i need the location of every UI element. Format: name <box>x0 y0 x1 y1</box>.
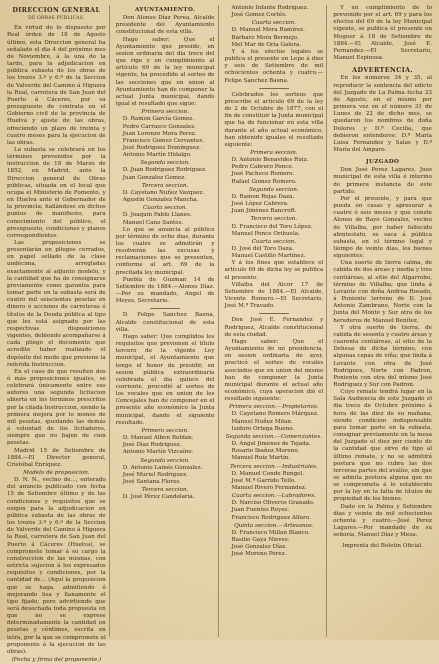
paragraph: Y á los fines que establece el artículo 69 de dicha ley se publica el presente. <box>224 260 324 281</box>
name-item: José López Cabrera. <box>231 201 289 208</box>
name-item: Juan Lorenzo Mora Perez. <box>122 130 197 137</box>
paragraph: Una suerte de tierra calma, de cabida de dos áreas y media y tres centiáreas, al sitio del Algarrobo, término de Villalba; que linda á Levante con doña Andrea Rosado, á Poniente terreno de D. José Antonio Zambrano, Norte con la Junta del Monte y Sur otra de los herederos de Manuel Benítez. <box>333 260 432 324</box>
paragraph: Hago saber: Que el Ayuntamiento de mi presidencia, en sesion ordinaria de ayer, practicó el sorteo de vocales asociados que en union del mismo han de componer la Junta municipal durante el actual año económico, cuya operacion dió el resultado siguiente: <box>224 338 324 403</box>
paragraph: Hago saber: Que cumplidos los requisitos que previenen el título tercero de la vigente Ley municipal, el Ayuntamiento que tengo el honor de presidir, en sesion pública extraordinaria celebrada el dia quince del corriente, procedió al sorteo de los vocales que en union de los Concejales han de componer en el presente año económico la Junta municipal, dando el siguiente resultado. <box>115 333 215 426</box>
section-heading: AYUNTAMIENTO. <box>134 7 196 13</box>
paragraph: Don Alonso Díaz Perea, Alcalde presidente del Ayuntamiento constitucional de esta villa. <box>115 15 215 36</box>
name-item: Manuel Ruiz Martín. <box>231 455 291 462</box>
name-item: Manuel Cano Santos. <box>122 219 184 226</box>
name-item: D. Ramon Rojas Daza. <box>231 193 295 200</box>
paragraph: Hago saber: Que el Ayuntamiento que preside, en sesion ordinaria del dia trece del que rige y en cumplimiento al artículo 69 de la ley municipal vigente, ha procedido al sorteo de las secciones que en union al Ayuntamiento han de componer la actual Junta municipal, dando igual el resultado que sigue: <box>115 36 215 108</box>
divider <box>259 313 289 314</box>
paragraph: Las proposiciones se presentarán en pliegos cerrados, en papel sellado de la clase undécima, arregladas exactamente al adjunto modelo, y la cantidad que ha de consignarse previamente como garantía para tomar parte en la subasta será de cuatro mil seiscientas pesetas en dinero ó acciones de carreteras ó títulos de la Deuda pública al tipo que les está asignado por las respectivas disposiciones vigentes, debiendo acompañarse á cada pliego el documento que acredite haber realizado el depósito del modo que previene la referida Instruccion. <box>7 240 106 368</box>
name-item: Juan Gonzalez Gomez. <box>122 174 187 181</box>
divider <box>259 88 289 89</box>
name-item: Bárbaro Mora Bermejo. <box>231 34 299 41</box>
name-item: Manuel Nuñez Milan. <box>231 418 293 425</box>
column-4 <box>330 5 435 637</box>
name-item: Francisco Gomez Cervantes. <box>122 137 205 144</box>
paragraph: D. Felipe Sanchez Baena, Alcalde constitucional de esta villa. <box>115 312 215 333</box>
name-item: D. Angel Jimenez de Tejada. <box>231 441 311 448</box>
name-item: José Rodriguez Domínguez. <box>122 144 201 151</box>
name-item: Isidoro Ortega Bueno. <box>231 425 295 432</box>
name-item: D. Antonio Benavides Ruiz. <box>231 157 309 164</box>
name-item: Pedro Carrasco Gonzalez. <box>122 123 196 130</box>
name-item: Basilio Gaya Nieves. <box>231 537 290 544</box>
name-item: Antonio Martín Vizcaíno. <box>122 449 194 456</box>
name-item: Manuel Castillo Martínez. <box>231 253 306 260</box>
name-item: D. Francisco del Toro López. <box>231 223 313 230</box>
name-item: Manuel Rivero Fernandez. <box>231 485 307 491</box>
seccion-title: Segunda seccion. <box>140 457 190 464</box>
name-item: D. José del Toro Daza. <box>231 246 294 252</box>
name-item: José M.ª Garrido Tello. <box>231 477 296 484</box>
name-item: Mel Mar de Oria Galera. <box>231 41 302 48</box>
seccion-title: Tercera seccion. <box>250 216 298 223</box>
paragraph: Don José Perez Lagares, Juez municipal de esta villa é interino de primera instancia de este partido. <box>333 167 432 195</box>
name-item: D. Manuel Alben Roldan. <box>122 435 194 442</box>
name-item: José Gomez Cortés. <box>231 12 287 19</box>
seccion-title: Tercera seccion. <box>141 182 189 189</box>
paragraph: Celebrados los sorteos que prescribe el artículo 69 de la ley de 2 de Octubre de 1877, con el fin de constituir la Junta municipal que ha de funcionar en esta villa durante el año actual económico, han obtenido iguales el resultado siguiente: <box>224 91 324 148</box>
name-item: José Pacheco Romero. <box>231 171 295 178</box>
paragraph: Por el presente, y para que pueda en casas y apresurar a cuatro ó seis meses y que conste Alonso de Bayo Gonzalez, vecino de Villalba, por haber fallecido abintestato, se saca á pública subasta, en el térmno legal y tiempo de veinte dias, los bienes siguientes: <box>333 195 432 260</box>
paragraph: En los números 34 y 35, al reproducir la sentencia del edicto del Juzgado de La Palma fecha 23 de Agosto, en el mismo por primera vez en el número 31 de Lunes de 22 de dicho mes, se quedaron los nombres de doña Dolores y D.ª Cecilia, que debieron entenderse: D.ª María Luisa Fernandez y Salas y D.ª María del Amparo. <box>333 75 432 153</box>
seccion-title: Cuarta seccion. <box>251 238 296 245</box>
paragraph: Don José E. Fernandez y Rodriguez, Alcalde constitucional de esta ciudad. <box>224 317 324 338</box>
name-item: Rafael Gomez Romero. <box>231 178 297 185</box>
name-item: D. Ramon García Gomez. <box>122 116 195 123</box>
name-item: D. Juan Rodriguez Rodriguez. <box>122 167 207 174</box>
seccion-title: Tercera seccion. <box>141 487 189 494</box>
seccion-title: Primera seccion. <box>141 109 189 116</box>
name-item: Manuel Ponce Orihuela. <box>231 230 300 237</box>
paragraph-date: Puebla de Guzman 14 de Setiembre de 1884.—Alonso Díaz.—Por su mandado, Angel de Meyes, Secretario. <box>115 276 215 305</box>
name-item: D. Joaquin Pablo Llanes. <box>122 212 192 219</box>
paragraph: Y otra suerte de tierra, de cabida de sesenta y cuatro áreas y cuarenta centiáreas, al sitio de la Dehesa de dicha término, con algunas cepas de viña; que linda á Levante con otra de José Rodriguez, Norte con Padron, Poniente con otra del mismo José Rodriguez y Sur con Padron. <box>333 324 432 388</box>
name-item: Antonio Infante Rodriguez. <box>231 5 309 11</box>
name-item: José Moreno Perez. <box>231 551 287 558</box>
paragraph: Y á los efectos legales se publica el presente en Lepe á diez y seis de Setiembre de mil ochocientos ochenta y cuatro.—Felipe Sanchez Baena. <box>224 48 324 84</box>
name-item: Juan Fuentes Reyes. <box>231 507 290 514</box>
name-item: D. Cayetano Romero Márquez. <box>231 411 319 418</box>
name-item: Antonio Martín Hidalgo. <box>122 152 192 159</box>
advertencia-heading: ADVERTENCIA. <box>352 66 414 75</box>
seccion-title: Cuarta seccion.—Labradores. <box>231 493 316 500</box>
name-item: D. José Pérez Candelaria. <box>122 494 195 501</box>
seccion-title: Cuarta seccion. <box>251 20 296 27</box>
name-item: Juan Jiménez Bancroft. <box>231 208 297 215</box>
paragraph-date: Dado en la Palma y Setiembre dias y veinte de mil ochocientos ochenta y cuatro.—José Perez Lagares.—Por mandado de su señoría, Manuel Díaz y Mesa. <box>333 503 432 539</box>
column-2 <box>113 5 219 637</box>
seccion-title: Segunda seccion. <box>140 160 190 167</box>
section-subheading: DE OBRAS PÚBLICAS. <box>28 16 85 22</box>
paragraph: Y en cumplimiento de lo prevenido por el art. 69 y para los efectos del 69 de la ley Municipal vigente, se publica el presente en Moguer á 18 de Setiembre de 1884.—El Alcalde, José E. Fernandez.—El Secretario, Manuel Espinosa. <box>333 5 432 62</box>
section-heading: DIRECCION GENERAL <box>12 6 101 14</box>
seccion-title: Tercera seccion.—Industriales. <box>230 463 318 470</box>
name-item: D. Manuel Conde Rengel. <box>231 470 304 477</box>
model-sign: (Fecha y firma del proponente.) <box>11 657 102 664</box>
seccion-title: Cuarta seccion. <box>143 205 188 212</box>
divider <box>150 308 180 309</box>
name-item: José Díaz Rodriguez. <box>122 442 182 449</box>
name-item: D. Francisco Millan Blanco. <box>231 529 310 536</box>
name-item: José Santana Flores. <box>122 479 182 485</box>
seccion-title: Segunda seccion.—Comerciantes. <box>225 433 322 440</box>
name-item: D. Manuel Mora Ramírez. <box>231 27 305 34</box>
paragraph: La subasta se celebrará en los términos prevenidos por la instruccion de 18 de Marzo de 1852, en Madrid, ante la Direccion general de Obras públicas, situada en el local que ocupa el Ministerio de Fomento, y en Huelva ante el Gobernador de la provincia; hallándose en dichos puntos de manifiesto, para conocimiento del público, el presupuesto, condiciones y planos correspondientes. <box>7 146 106 239</box>
name-item: D. Antonio Lainés Gonzalez. <box>122 464 203 471</box>
seccion-title: Primera seccion.—Propietarios. <box>228 404 319 411</box>
paragraph-date: Madrid 15 de Setiembre de 1884.—El Director general, Cristóbal Enríquez. <box>7 447 106 468</box>
name-item: Agustin Gonzalez Mancha. <box>122 197 199 204</box>
column-3 <box>222 5 328 637</box>
seccion-title: Primera seccion. <box>141 427 189 434</box>
model-title: Modelo de proposicion. <box>23 470 90 476</box>
name-item: Francisco Rodriguez Alfaro. <box>231 514 311 521</box>
name-item: D. Narciso Oliveros Granado. <box>231 500 315 507</box>
name-item: Rosario Ibañez Moreno. <box>231 448 300 455</box>
imprint-footer: Imprenta del Boletin Oficial. <box>342 543 423 550</box>
juzgado-heading: JUZGADO <box>366 159 400 166</box>
name-item: D. Cayetano Nuñez Vazquez. <box>122 189 205 196</box>
seccion-title: Primera seccion. <box>250 149 298 156</box>
name-item: Pedro Cabrero Ponce. <box>231 164 294 171</box>
model-text: D. N. N., vecino de..., enterado del anuncio publicado con fecha 15 de Setiembre último y de las condiciones y requisitos que se exigen para la adjudicacion en pública subasta de las obras de los trozos 3.º y 6.º de la Seccion de Valverde del Camino á Higuera la Real, carretera de San Juan del Puerto á Cáceres (Huelva), se compromete tomar á su cargo la construccion de las mismas, con estricta sujecion á los expresados requisitos y condiciones, por la cantidad de... (Aquí la proposicion que se haga, admitiendo ó mejorando lisa y llanamente el tipo fijado; pero advirtiendo que será desechada toda propuesta en que no se exprese determinadamente la cantidad en pesetas y céntimos, escrita en letra, por la que se compromete el proponente á la ejecucion de las obras). <box>7 477 106 655</box>
paragraph-date: Villalba del Alcor 17 de Setiembre de 1884.—El Alcalde, Vicente Romero.—El Secretario, José M.ª Travado. <box>224 281 324 310</box>
paragraph: En el caso de que resulten dos ó más proposiciones iguales, se celebrará únicamente entre sus autores una segunda licitacion abierta en los términos prescritos por la citada Instruccion, siendo la primera mejora por lo menos de mil pesetas, quedando las demás á voluntad de los licitadores, siempre que no bajen de cien pesetas. <box>7 368 106 447</box>
paragraph: Lo que se anuncia al público por término de ocho dias, durante los cuales se admitirán y resolverán las excusas y reclamaciones que se presenten, conforme al art. 69 de la precitada ley municipal. <box>115 226 215 276</box>
paragraph: Cuyo remate tendrá lugar en la Sala Audiencia de este Juzgado el dia trece de Octubre próximo á hora de las diez de su mañana, siendo condicion indispensable para tomar parte en la subasta, consignar previamente en la mesa del Juzgado el diez por ciento de la cantidad que sirve de tipo al último remate, y no se admitirá postura que no cubra las dos terceras partes del avalúo, sin que se admita postura alguna que no se comprometa á lo establecido por la ley en la falta de títulos de propiedad de los bienes. <box>333 389 432 503</box>
paragraph: En virtud de lo dispuesto por Real órden de 18 de Agosto último, esta Direccion general ha señalado el dia 4 del próximo mes de Noviembre, á la una de la tarde, para la adjudicacion en pública subasta de los obras de los trozos 3.º y 6.º de la Seccion de Valverde del Camino á Higuera la Real, carretera de San Juan del Puerto á Cáceres, por su presupuesto de contrata en el Gobierno civil de la provincia de Huelva y ajuste de las obras, ofreciendo un plazo de treinta y cuatro meses para la ejecucion de las obras. <box>7 25 106 146</box>
seccion-title: Quinta seccion.—Artesanos. <box>234 522 314 529</box>
column-1 <box>4 5 110 664</box>
name-item: José Gonzalez Díaz. <box>231 544 287 551</box>
columns <box>4 5 435 664</box>
name-item: José Muriel Rodriguez. <box>122 471 188 478</box>
seccion-title: Segunda seccion. <box>249 186 299 193</box>
